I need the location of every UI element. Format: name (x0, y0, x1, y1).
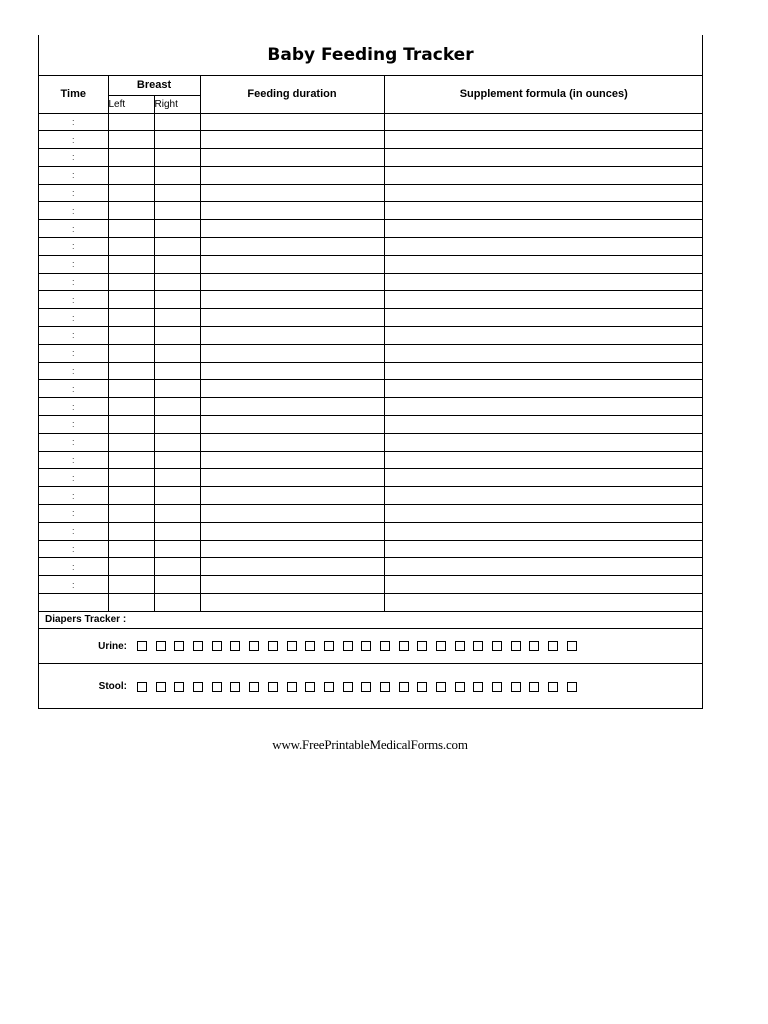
time-cell[interactable]: : (39, 273, 108, 291)
stool-checkbox[interactable] (417, 682, 427, 692)
supplement-cell[interactable] (384, 113, 703, 131)
table-row (39, 505, 703, 523)
supplement-cell[interactable] (384, 184, 703, 202)
time-cell[interactable]: : (39, 113, 108, 131)
time-cell[interactable]: : (39, 131, 108, 149)
table-row (39, 451, 703, 469)
time-cell[interactable]: : (39, 220, 108, 238)
stool-checkbox[interactable] (455, 682, 465, 692)
left-cell[interactable] (108, 344, 154, 362)
left-cell[interactable] (108, 238, 154, 256)
urine-checkbox[interactable] (343, 641, 353, 651)
urine-checkbox[interactable] (417, 641, 427, 651)
feeding-duration-cell[interactable] (200, 487, 384, 505)
table-row (39, 522, 703, 540)
stool-label: Stool: (98, 681, 127, 692)
table-row (39, 220, 703, 238)
header-time: Time (39, 76, 108, 113)
table-row (39, 273, 703, 291)
supplement-cell[interactable] (384, 398, 703, 416)
left-cell[interactable] (108, 540, 154, 558)
table-row (39, 362, 703, 380)
supplement-cell[interactable] (384, 540, 703, 558)
stool-checkbox[interactable] (305, 682, 315, 692)
stool-checkbox[interactable] (324, 682, 334, 692)
stool-checkbox[interactable] (230, 682, 240, 692)
time-cell[interactable]: : (39, 344, 108, 362)
log-body (39, 113, 703, 611)
table-row (39, 327, 703, 345)
time-cell[interactable]: : (39, 469, 108, 487)
diapers-heading: Diapers Tracker : (39, 611, 702, 629)
time-cell[interactable]: : (39, 576, 108, 594)
table-row (39, 380, 703, 398)
right-cell[interactable] (154, 576, 200, 594)
time-cell[interactable]: : (39, 487, 108, 505)
stool-checkbox[interactable] (529, 682, 539, 692)
right-cell[interactable] (154, 220, 200, 238)
stool-checkbox[interactable] (436, 682, 446, 692)
left-cell[interactable] (108, 398, 154, 416)
right-cell[interactable] (154, 380, 200, 398)
left-cell[interactable] (108, 220, 154, 238)
supplement-cell[interactable] (384, 451, 703, 469)
left-cell[interactable] (108, 433, 154, 451)
urine-checkbox[interactable] (492, 641, 502, 651)
time-cell[interactable]: : (39, 433, 108, 451)
right-cell[interactable] (154, 398, 200, 416)
time-cell[interactable]: : (39, 309, 108, 327)
supplement-cell[interactable] (384, 416, 703, 434)
left-cell[interactable] (108, 291, 154, 309)
stool-checkbox[interactable] (567, 682, 577, 692)
left-cell[interactable] (108, 273, 154, 291)
table-row (39, 255, 703, 273)
urine-checkbox[interactable] (268, 641, 278, 651)
table-row (39, 576, 703, 594)
stool-checkbox[interactable] (174, 682, 184, 692)
urine-checkbox[interactable] (212, 641, 222, 651)
supplement-cell[interactable] (384, 362, 703, 380)
form-title: Baby Feeding Tracker (39, 35, 702, 76)
supplement-cell[interactable] (384, 594, 703, 612)
feeding-duration-cell[interactable] (200, 273, 384, 291)
stool-checkbox[interactable] (212, 682, 222, 692)
right-cell[interactable] (154, 202, 200, 220)
feeding-duration-cell[interactable] (200, 202, 384, 220)
right-cell[interactable] (154, 433, 200, 451)
supplement-cell[interactable] (384, 380, 703, 398)
time-cell[interactable]: : (39, 398, 108, 416)
stool-checkbox[interactable] (268, 682, 278, 692)
header-feeding-duration: Feeding duration (200, 76, 384, 113)
right-cell[interactable] (154, 469, 200, 487)
urine-checkbox[interactable] (380, 641, 390, 651)
right-cell[interactable] (154, 558, 200, 576)
feeding-duration-cell[interactable] (200, 309, 384, 327)
table-row (39, 166, 703, 184)
feeding-duration-cell[interactable] (200, 522, 384, 540)
left-cell[interactable] (108, 309, 154, 327)
stool-checkboxes (137, 682, 577, 692)
feeding-duration-cell[interactable] (200, 220, 384, 238)
right-cell[interactable] (154, 131, 200, 149)
stool-checkbox[interactable] (380, 682, 390, 692)
left-cell[interactable] (108, 362, 154, 380)
left-cell[interactable] (108, 451, 154, 469)
right-cell[interactable] (154, 451, 200, 469)
left-cell[interactable] (108, 255, 154, 273)
time-cell[interactable]: : (39, 380, 108, 398)
feeding-duration-cell[interactable] (200, 433, 384, 451)
table-row (39, 344, 703, 362)
feeding-duration-cell[interactable] (200, 149, 384, 167)
left-cell[interactable] (108, 113, 154, 131)
supplement-cell[interactable] (384, 273, 703, 291)
feeding-tracker-form (38, 35, 703, 709)
right-cell[interactable] (154, 255, 200, 273)
table-row (39, 113, 703, 131)
feeding-duration-cell[interactable] (200, 558, 384, 576)
feeding-duration-cell[interactable] (200, 131, 384, 149)
table-row (39, 238, 703, 256)
right-cell[interactable] (154, 309, 200, 327)
urine-row (39, 629, 702, 664)
table-row (39, 291, 703, 309)
urine-checkbox[interactable] (473, 641, 483, 651)
supplement-cell[interactable] (384, 344, 703, 362)
right-cell[interactable] (154, 362, 200, 380)
urine-checkbox[interactable] (511, 641, 521, 651)
urine-checkbox[interactable] (137, 641, 147, 651)
right-cell[interactable] (154, 184, 200, 202)
supplement-cell[interactable] (384, 131, 703, 149)
table-row (39, 540, 703, 558)
table-row (39, 487, 703, 505)
urine-checkbox[interactable] (230, 641, 240, 651)
table-row (39, 149, 703, 167)
time-cell[interactable]: : (39, 558, 108, 576)
feeding-duration-cell[interactable] (200, 238, 384, 256)
left-cell[interactable] (108, 594, 154, 612)
left-cell[interactable] (108, 184, 154, 202)
table-row (39, 309, 703, 327)
stool-checkbox[interactable] (249, 682, 259, 692)
left-cell[interactable] (108, 505, 154, 523)
header-left: Left (108, 95, 154, 113)
feeding-duration-cell[interactable] (200, 576, 384, 594)
feeding-duration-cell[interactable] (200, 344, 384, 362)
urine-checkbox[interactable] (324, 641, 334, 651)
feeding-duration-cell[interactable] (200, 469, 384, 487)
feeding-duration-cell[interactable] (200, 505, 384, 523)
right-cell[interactable] (154, 149, 200, 167)
supplement-cell[interactable] (384, 238, 703, 256)
time-cell[interactable]: : (39, 238, 108, 256)
time-cell[interactable]: : (39, 505, 108, 523)
right-cell[interactable] (154, 505, 200, 523)
right-cell[interactable] (154, 166, 200, 184)
urine-checkbox[interactable] (399, 641, 409, 651)
supplement-cell[interactable] (384, 202, 703, 220)
supplement-cell[interactable] (384, 220, 703, 238)
left-cell[interactable] (108, 131, 154, 149)
stool-checkbox[interactable] (492, 682, 502, 692)
right-cell[interactable] (154, 273, 200, 291)
time-cell[interactable] (39, 594, 108, 612)
urine-checkbox[interactable] (174, 641, 184, 651)
stool-checkbox[interactable] (399, 682, 409, 692)
table-row (39, 398, 703, 416)
table-row (39, 184, 703, 202)
right-cell[interactable] (154, 238, 200, 256)
stool-checkbox[interactable] (361, 682, 371, 692)
right-cell[interactable] (154, 487, 200, 505)
stool-checkbox[interactable] (473, 682, 483, 692)
left-cell[interactable] (108, 576, 154, 594)
left-cell[interactable] (108, 327, 154, 345)
table-row (39, 594, 703, 612)
stool-checkbox[interactable] (156, 682, 166, 692)
table-row (39, 469, 703, 487)
header-supplement-formula: Supplement formula (in ounces) (384, 76, 703, 113)
urine-checkboxes (137, 641, 577, 651)
feeding-duration-cell[interactable] (200, 327, 384, 345)
supplement-cell[interactable] (384, 469, 703, 487)
urine-checkbox[interactable] (361, 641, 371, 651)
urine-checkbox[interactable] (455, 641, 465, 651)
time-cell[interactable]: : (39, 184, 108, 202)
left-cell[interactable] (108, 558, 154, 576)
table-row (39, 558, 703, 576)
urine-label: Urine: (98, 640, 127, 652)
stool-checkbox[interactable] (511, 682, 521, 692)
supplement-cell[interactable] (384, 309, 703, 327)
diapers-tracker (39, 611, 702, 709)
supplement-cell[interactable] (384, 433, 703, 451)
feeding-duration-cell[interactable] (200, 255, 384, 273)
left-cell[interactable] (108, 469, 154, 487)
time-cell[interactable]: : (39, 522, 108, 540)
time-cell[interactable]: : (39, 166, 108, 184)
table-row (39, 131, 703, 149)
feeding-duration-cell[interactable] (200, 398, 384, 416)
supplement-cell[interactable] (384, 327, 703, 345)
supplement-cell[interactable] (384, 291, 703, 309)
time-cell[interactable]: : (39, 540, 108, 558)
supplement-cell[interactable] (384, 576, 703, 594)
table-row (39, 416, 703, 434)
table-row (39, 433, 703, 451)
feeding-duration-cell[interactable] (200, 594, 384, 612)
urine-checkbox[interactable] (305, 641, 315, 651)
feeding-duration-cell[interactable] (200, 380, 384, 398)
supplement-cell[interactable] (384, 149, 703, 167)
supplement-cell[interactable] (384, 558, 703, 576)
supplement-cell[interactable] (384, 255, 703, 273)
time-cell[interactable]: : (39, 327, 108, 345)
left-cell[interactable] (108, 380, 154, 398)
time-cell[interactable]: : (39, 149, 108, 167)
left-cell[interactable] (108, 166, 154, 184)
left-cell[interactable] (108, 202, 154, 220)
feeding-duration-cell[interactable] (200, 416, 384, 434)
urine-checkbox[interactable] (567, 641, 577, 651)
feeding-duration-cell[interactable] (200, 113, 384, 131)
urine-checkbox[interactable] (193, 641, 203, 651)
table-row (39, 202, 703, 220)
header-right: Right (154, 95, 200, 113)
stool-row (39, 664, 702, 709)
time-cell[interactable]: : (39, 255, 108, 273)
left-cell[interactable] (108, 149, 154, 167)
urine-checkbox[interactable] (287, 641, 297, 651)
stool-checkbox[interactable] (343, 682, 353, 692)
urine-checkbox[interactable] (548, 641, 558, 651)
right-cell[interactable] (154, 594, 200, 612)
left-cell[interactable] (108, 487, 154, 505)
header-breast: Breast (108, 76, 200, 95)
stool-checkbox[interactable] (287, 682, 297, 692)
right-cell[interactable] (154, 522, 200, 540)
stool-checkbox[interactable] (193, 682, 203, 692)
right-cell[interactable] (154, 113, 200, 131)
right-cell[interactable] (154, 540, 200, 558)
time-cell[interactable]: : (39, 291, 108, 309)
feeding-duration-cell[interactable] (200, 291, 384, 309)
stool-checkbox[interactable] (137, 682, 147, 692)
urine-checkbox[interactable] (156, 641, 166, 651)
feeding-duration-cell[interactable] (200, 362, 384, 380)
time-cell[interactable]: : (39, 202, 108, 220)
right-cell[interactable] (154, 327, 200, 345)
supplement-cell[interactable] (384, 166, 703, 184)
supplement-cell[interactable] (384, 522, 703, 540)
time-cell[interactable]: : (39, 416, 108, 434)
time-cell[interactable]: : (39, 362, 108, 380)
urine-checkbox[interactable] (436, 641, 446, 651)
right-cell[interactable] (154, 416, 200, 434)
footer-url[interactable]: www.FreePrintableMedicalForms.com (272, 737, 468, 752)
urine-checkbox[interactable] (249, 641, 259, 651)
right-cell[interactable] (154, 291, 200, 309)
urine-checkbox[interactable] (529, 641, 539, 651)
feeding-duration-cell[interactable] (200, 166, 384, 184)
supplement-cell[interactable] (384, 505, 703, 523)
left-cell[interactable] (108, 416, 154, 434)
feeding-duration-cell[interactable] (200, 184, 384, 202)
feeding-duration-cell[interactable] (200, 451, 384, 469)
stool-checkbox[interactable] (548, 682, 558, 692)
left-cell[interactable] (108, 522, 154, 540)
feeding-duration-cell[interactable] (200, 540, 384, 558)
supplement-cell[interactable] (384, 487, 703, 505)
right-cell[interactable] (154, 344, 200, 362)
time-cell[interactable]: : (39, 451, 108, 469)
feeding-log-table (39, 76, 703, 612)
